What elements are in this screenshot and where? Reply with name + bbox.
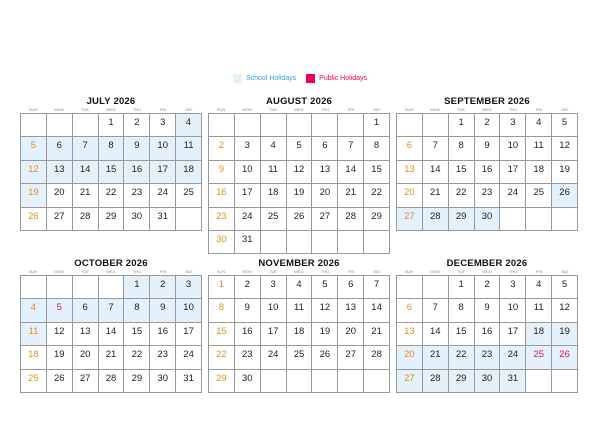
- day-cell[interactable]: 5: [312, 276, 338, 299]
- weekday-label: FRI: [535, 269, 543, 274]
- day-cell[interactable]: 22: [124, 346, 150, 369]
- day-cell[interactable]: 25: [526, 184, 552, 207]
- empty-cell: [364, 231, 390, 254]
- day-cell[interactable]: 15: [124, 323, 150, 346]
- day-cell[interactable]: 19: [21, 184, 47, 207]
- day-cell[interactable]: 28: [338, 208, 364, 231]
- weekday-label: FRI: [347, 107, 355, 112]
- day-cell[interactable]: 6: [397, 137, 423, 160]
- day-cell[interactable]: 5: [552, 114, 578, 137]
- day-cell[interactable]: 22: [364, 184, 390, 207]
- weekday-header: [396, 269, 578, 275]
- month-days-grid: [20, 113, 202, 231]
- day-cell[interactable]: 30: [209, 231, 235, 254]
- day-cell[interactable]: 27: [397, 370, 423, 393]
- day-cell[interactable]: 22: [209, 346, 235, 369]
- day-cell[interactable]: 27: [397, 208, 423, 231]
- day-cell[interactable]: 6: [338, 276, 364, 299]
- day-cell[interactable]: 19: [287, 184, 313, 207]
- day-cell[interactable]: 6: [47, 137, 73, 160]
- weekday-label: THU: [132, 269, 142, 274]
- day-cell[interactable]: 1: [449, 114, 475, 137]
- weekday-label: WED: [106, 107, 116, 112]
- weekday-header: [20, 269, 202, 275]
- day-cell[interactable]: 16: [475, 323, 501, 346]
- public-holiday-swatch: [306, 74, 315, 83]
- empty-cell: [338, 231, 364, 254]
- day-cell[interactable]: 28: [99, 370, 125, 393]
- day-cell[interactable]: 23: [209, 208, 235, 231]
- month-days-grid: [396, 275, 578, 393]
- weekday-label: SUN: [216, 107, 226, 112]
- day-cell[interactable]: 22: [449, 346, 475, 369]
- day-cell[interactable]: 16: [209, 184, 235, 207]
- day-cell[interactable]: 20: [397, 346, 423, 369]
- day-cell[interactable]: 1: [124, 276, 150, 299]
- day-cell[interactable]: 21: [99, 346, 125, 369]
- day-cell[interactable]: 8: [449, 137, 475, 160]
- day-cell[interactable]: 21: [364, 323, 390, 346]
- day-cell[interactable]: 20: [312, 184, 338, 207]
- day-cell[interactable]: 4: [526, 276, 552, 299]
- day-cell[interactable]: 1: [209, 276, 235, 299]
- empty-cell: [287, 114, 313, 137]
- day-cell[interactable]: 15: [449, 161, 475, 184]
- weekday-label: MON: [242, 269, 252, 274]
- empty-cell: [73, 276, 99, 299]
- weekday-label: SAT: [185, 269, 193, 274]
- day-cell[interactable]: 15: [99, 161, 125, 184]
- empty-cell: [312, 370, 338, 393]
- empty-cell: [338, 370, 364, 393]
- day-cell[interactable]: 29: [449, 370, 475, 393]
- weekday-label: WED: [106, 269, 116, 274]
- day-cell[interactable]: 24: [500, 346, 526, 369]
- day-cell[interactable]: 7: [364, 276, 390, 299]
- day-cell[interactable]: 22: [99, 184, 125, 207]
- day-cell[interactable]: 11: [526, 137, 552, 160]
- day-cell[interactable]: 9: [209, 161, 235, 184]
- school-holidays-label: School Holidays: [245, 75, 297, 82]
- weekday-label: TUE: [269, 107, 277, 112]
- weekday-label: WED: [294, 107, 304, 112]
- day-cell[interactable]: 12: [552, 299, 578, 322]
- day-cell[interactable]: 28: [423, 370, 449, 393]
- day-cell[interactable]: 29: [124, 370, 150, 393]
- day-cell[interactable]: 13: [397, 161, 423, 184]
- day-cell[interactable]: 5: [287, 137, 313, 160]
- day-cell[interactable]: 14: [99, 323, 125, 346]
- day-cell[interactable]: 1: [99, 114, 125, 137]
- day-cell[interactable]: 30: [475, 370, 501, 393]
- month-calendar: [20, 258, 202, 393]
- day-cell[interactable]: 13: [312, 161, 338, 184]
- empty-cell: [261, 231, 287, 254]
- day-cell[interactable]: 15: [209, 323, 235, 346]
- day-cell[interactable]: 9: [124, 137, 150, 160]
- day-cell[interactable]: 31: [150, 208, 176, 231]
- day-cell[interactable]: 2: [150, 276, 176, 299]
- empty-cell: [526, 370, 552, 393]
- empty-cell: [73, 114, 99, 137]
- weekday-label: SAT: [185, 107, 193, 112]
- day-cell[interactable]: 16: [235, 323, 261, 346]
- day-cell[interactable]: 13: [338, 299, 364, 322]
- empty-cell: [99, 276, 125, 299]
- weekday-label: SUN: [404, 269, 414, 274]
- day-cell[interactable]: 3: [235, 137, 261, 160]
- day-cell[interactable]: 19: [552, 323, 578, 346]
- day-cell[interactable]: 29: [364, 208, 390, 231]
- day-cell[interactable]: 28: [423, 208, 449, 231]
- day-cell[interactable]: 14: [73, 161, 99, 184]
- empty-cell: [21, 114, 47, 137]
- day-cell[interactable]: 3: [150, 114, 176, 137]
- day-cell[interactable]: 8: [449, 299, 475, 322]
- day-cell[interactable]: 26: [287, 208, 313, 231]
- empty-cell: [552, 208, 578, 231]
- month-title: SEPTEMBER 2026: [444, 96, 530, 107]
- legend: [0, 74, 600, 83]
- day-cell[interactable]: 10: [235, 161, 261, 184]
- day-cell[interactable]: 15: [364, 161, 390, 184]
- month-title: NOVEMBER 2026: [258, 258, 340, 269]
- month-title: DECEMBER 2026: [446, 258, 528, 269]
- weekday-label: FRI: [159, 107, 167, 112]
- day-cell[interactable]: 23: [124, 184, 150, 207]
- day-cell[interactable]: 14: [364, 299, 390, 322]
- day-cell[interactable]: 8: [124, 299, 150, 322]
- day-cell[interactable]: 21: [338, 184, 364, 207]
- day-cell[interactable]: 31: [235, 231, 261, 254]
- day-cell[interactable]: 11: [287, 299, 313, 322]
- day-cell[interactable]: 20: [338, 323, 364, 346]
- day-cell[interactable]: 23: [475, 346, 501, 369]
- day-cell[interactable]: 3: [500, 276, 526, 299]
- day-cell[interactable]: 20: [397, 184, 423, 207]
- empty-cell: [552, 370, 578, 393]
- empty-cell: [338, 114, 364, 137]
- weekday-label: WED: [482, 107, 492, 112]
- day-cell[interactable]: 11: [176, 137, 202, 160]
- weekday-label: TUE: [81, 107, 89, 112]
- day-cell[interactable]: 17: [261, 323, 287, 346]
- day-cell[interactable]: 30: [475, 208, 501, 231]
- weekday-label: THU: [508, 107, 518, 112]
- day-cell[interactable]: 24: [261, 346, 287, 369]
- day-cell[interactable]: 18: [261, 184, 287, 207]
- day-cell[interactable]: 31: [500, 370, 526, 393]
- day-cell[interactable]: 17: [500, 161, 526, 184]
- day-cell[interactable]: 13: [397, 323, 423, 346]
- empty-cell: [261, 370, 287, 393]
- weekday-label: TUE: [81, 269, 89, 274]
- day-cell[interactable]: 6: [397, 299, 423, 322]
- weekday-label: SAT: [373, 107, 381, 112]
- day-cell[interactable]: 19: [47, 346, 73, 369]
- month-title: OCTOBER 2026: [74, 258, 148, 269]
- empty-cell: [287, 370, 313, 393]
- day-cell[interactable]: 29: [99, 208, 125, 231]
- day-cell[interactable]: 12: [47, 323, 73, 346]
- day-cell[interactable]: 20: [47, 184, 73, 207]
- empty-cell: [526, 208, 552, 231]
- day-cell[interactable]: 18: [526, 323, 552, 346]
- day-cell[interactable]: 30: [235, 370, 261, 393]
- day-cell[interactable]: 1: [449, 276, 475, 299]
- day-cell[interactable]: 2: [124, 114, 150, 137]
- weekday-label: SAT: [561, 107, 569, 112]
- month-calendar: [20, 96, 202, 231]
- day-cell[interactable]: 31: [176, 370, 202, 393]
- day-cell[interactable]: 2: [235, 276, 261, 299]
- day-cell[interactable]: 10: [261, 299, 287, 322]
- weekday-label: TUE: [457, 269, 465, 274]
- day-cell[interactable]: 20: [73, 346, 99, 369]
- day-cell[interactable]: 25: [21, 370, 47, 393]
- day-cell[interactable]: 18: [176, 161, 202, 184]
- day-cell[interactable]: 14: [338, 161, 364, 184]
- empty-cell: [397, 114, 423, 137]
- day-cell[interactable]: 4: [21, 299, 47, 322]
- weekday-label: THU: [320, 107, 330, 112]
- day-cell[interactable]: 19: [552, 161, 578, 184]
- day-cell[interactable]: 7: [423, 137, 449, 160]
- weekday-label: WED: [294, 269, 304, 274]
- weekday-label: MON: [54, 269, 64, 274]
- day-cell[interactable]: 11: [261, 161, 287, 184]
- weekday-label: SUN: [404, 107, 414, 112]
- day-cell[interactable]: 24: [500, 184, 526, 207]
- day-cell[interactable]: 23: [475, 184, 501, 207]
- school-holiday-swatch: [233, 74, 242, 83]
- day-cell[interactable]: 13: [47, 161, 73, 184]
- month-title: AUGUST 2026: [265, 96, 333, 107]
- day-cell[interactable]: 16: [124, 161, 150, 184]
- weekday-label: THU: [132, 107, 142, 112]
- day-cell[interactable]: 21: [423, 184, 449, 207]
- day-cell[interactable]: 10: [500, 137, 526, 160]
- day-cell[interactable]: 27: [312, 208, 338, 231]
- day-cell[interactable]: 23: [235, 346, 261, 369]
- day-cell[interactable]: 11: [21, 323, 47, 346]
- day-cell[interactable]: 14: [423, 161, 449, 184]
- day-cell[interactable]: 1: [364, 114, 390, 137]
- day-cell[interactable]: 23: [150, 346, 176, 369]
- day-cell[interactable]: 13: [73, 323, 99, 346]
- day-cell[interactable]: 8: [209, 299, 235, 322]
- day-cell[interactable]: 7: [423, 299, 449, 322]
- month-title: JULY 2026: [86, 96, 136, 107]
- day-cell[interactable]: 6: [73, 299, 99, 322]
- empty-cell: [21, 276, 47, 299]
- day-cell[interactable]: 4: [261, 137, 287, 160]
- day-cell[interactable]: 9: [235, 299, 261, 322]
- empty-cell: [500, 208, 526, 231]
- day-cell[interactable]: 11: [526, 299, 552, 322]
- weekday-label: FRI: [347, 269, 355, 274]
- weekday-label: SAT: [373, 269, 381, 274]
- weekday-label: MON: [430, 107, 440, 112]
- empty-cell: [312, 114, 338, 137]
- day-cell[interactable]: 25: [261, 208, 287, 231]
- empty-cell: [235, 114, 261, 137]
- weekday-label: TUE: [457, 107, 465, 112]
- day-cell[interactable]: 24: [235, 208, 261, 231]
- weekday-label: SUN: [28, 269, 38, 274]
- day-cell[interactable]: 29: [449, 208, 475, 231]
- empty-cell: [423, 276, 449, 299]
- day-cell[interactable]: 2: [209, 137, 235, 160]
- weekday-label: THU: [320, 269, 330, 274]
- weekday-label: FRI: [159, 269, 167, 274]
- day-cell[interactable]: 5: [552, 276, 578, 299]
- day-cell[interactable]: 2: [475, 114, 501, 137]
- day-cell[interactable]: 16: [475, 161, 501, 184]
- day-cell[interactable]: 26: [312, 346, 338, 369]
- day-cell[interactable]: 27: [338, 346, 364, 369]
- day-cell[interactable]: 9: [475, 137, 501, 160]
- day-cell[interactable]: 17: [235, 184, 261, 207]
- weekday-header: [396, 107, 578, 113]
- day-cell[interactable]: 10: [176, 299, 202, 322]
- day-cell[interactable]: 21: [423, 346, 449, 369]
- empty-cell: [423, 114, 449, 137]
- day-cell[interactable]: 3: [500, 114, 526, 137]
- day-cell[interactable]: 2: [475, 276, 501, 299]
- day-cell[interactable]: 7: [99, 299, 125, 322]
- day-cell[interactable]: 12: [552, 137, 578, 160]
- day-cell[interactable]: 21: [73, 184, 99, 207]
- day-cell[interactable]: 17: [176, 323, 202, 346]
- day-cell[interactable]: 9: [150, 299, 176, 322]
- month-days-grid: [208, 275, 390, 393]
- month-calendar: [396, 96, 578, 231]
- weekday-label: SUN: [216, 269, 226, 274]
- day-cell[interactable]: 7: [73, 137, 99, 160]
- day-cell[interactable]: 24: [176, 346, 202, 369]
- day-cell[interactable]: 12: [312, 299, 338, 322]
- day-cell[interactable]: 24: [150, 184, 176, 207]
- day-cell[interactable]: 10: [500, 299, 526, 322]
- month-days-grid: [396, 113, 578, 231]
- weekday-header: [208, 107, 390, 113]
- weekday-label: MON: [242, 107, 252, 112]
- day-cell[interactable]: 12: [21, 161, 47, 184]
- day-cell[interactable]: 4: [287, 276, 313, 299]
- day-cell[interactable]: 9: [475, 299, 501, 322]
- day-cell[interactable]: 5: [21, 137, 47, 160]
- day-cell[interactable]: 26: [47, 370, 73, 393]
- day-cell[interactable]: 10: [150, 137, 176, 160]
- empty-cell: [364, 370, 390, 393]
- public-holidays-label: Public Holidays: [319, 75, 368, 82]
- day-cell[interactable]: 5: [47, 299, 73, 322]
- day-cell[interactable]: 8: [99, 137, 125, 160]
- day-cell[interactable]: 4: [176, 114, 202, 137]
- day-cell[interactable]: 25: [176, 184, 202, 207]
- day-cell[interactable]: 4: [526, 114, 552, 137]
- month-calendar: [208, 96, 390, 254]
- day-cell[interactable]: 12: [287, 161, 313, 184]
- day-cell[interactable]: 17: [500, 323, 526, 346]
- day-cell[interactable]: 26: [21, 208, 47, 231]
- month-days-grid: [208, 113, 390, 254]
- day-cell[interactable]: 26: [552, 184, 578, 207]
- day-cell[interactable]: 15: [449, 323, 475, 346]
- weekday-label: WED: [482, 269, 492, 274]
- day-cell[interactable]: 18: [526, 161, 552, 184]
- weekday-label: SAT: [561, 269, 569, 274]
- day-cell[interactable]: 30: [150, 370, 176, 393]
- day-cell[interactable]: 26: [552, 346, 578, 369]
- day-cell[interactable]: 25: [287, 346, 313, 369]
- empty-cell: [312, 231, 338, 254]
- day-cell[interactable]: 25: [526, 346, 552, 369]
- weekday-label: MON: [430, 269, 440, 274]
- empty-cell: [47, 114, 73, 137]
- empty-cell: [397, 276, 423, 299]
- day-cell[interactable]: 27: [47, 208, 73, 231]
- legend-public-holidays: [306, 74, 367, 83]
- weekday-label: MON: [54, 107, 64, 112]
- day-cell[interactable]: 7: [338, 137, 364, 160]
- day-cell[interactable]: 22: [449, 184, 475, 207]
- day-cell[interactable]: 18: [21, 346, 47, 369]
- day-cell[interactable]: 3: [261, 276, 287, 299]
- day-cell[interactable]: 18: [287, 323, 313, 346]
- day-cell[interactable]: 16: [150, 323, 176, 346]
- month-calendar: [396, 258, 578, 393]
- weekday-label: THU: [508, 269, 518, 274]
- weekday-label: SUN: [28, 107, 38, 112]
- empty-cell: [176, 208, 202, 231]
- empty-cell: [287, 231, 313, 254]
- month-calendar: [208, 258, 390, 393]
- empty-cell: [261, 114, 287, 137]
- day-cell[interactable]: 28: [73, 208, 99, 231]
- day-cell[interactable]: 29: [209, 370, 235, 393]
- weekday-header: [20, 107, 202, 113]
- day-cell[interactable]: 30: [124, 208, 150, 231]
- empty-cell: [47, 276, 73, 299]
- day-cell[interactable]: 28: [364, 346, 390, 369]
- weekday-label: FRI: [535, 107, 543, 112]
- day-cell[interactable]: 17: [150, 161, 176, 184]
- day-cell[interactable]: 27: [73, 370, 99, 393]
- weekday-label: TUE: [269, 269, 277, 274]
- day-cell[interactable]: 19: [312, 323, 338, 346]
- day-cell[interactable]: 8: [364, 137, 390, 160]
- empty-cell: [209, 114, 235, 137]
- day-cell[interactable]: 6: [312, 137, 338, 160]
- day-cell[interactable]: 3: [176, 276, 202, 299]
- month-days-grid: [20, 275, 202, 393]
- weekday-header: [208, 269, 390, 275]
- legend-school-holidays: [233, 74, 296, 83]
- day-cell[interactable]: 14: [423, 323, 449, 346]
